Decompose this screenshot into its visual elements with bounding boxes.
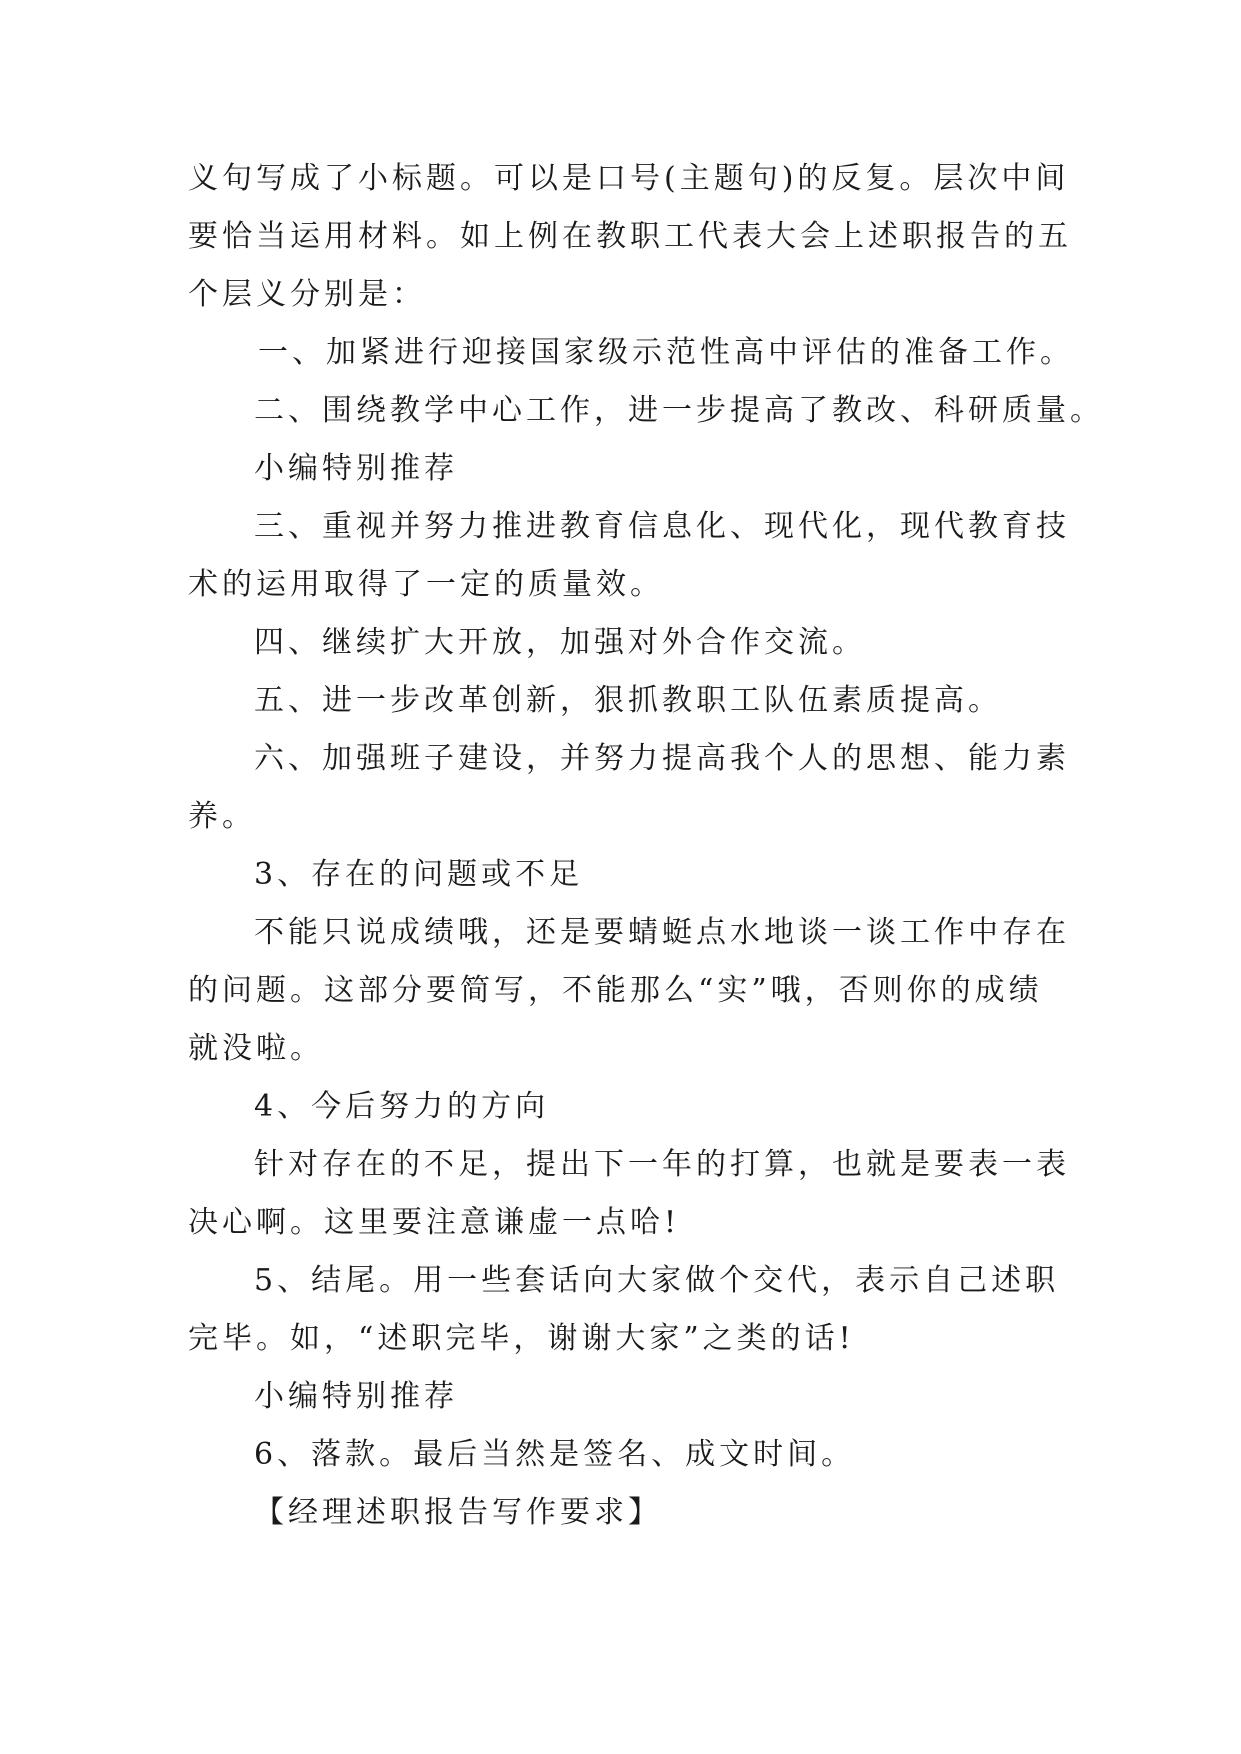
paragraph-line: 针对存在的不足，提出下一年的打算，也就是要表一表 <box>254 1147 1070 1182</box>
list-item-3: 三、重视并努力推进教育信息化、现代化，现代教育技 <box>254 509 1070 544</box>
bracket-heading: 【经理述职报告写作要求】 <box>254 1495 662 1530</box>
section-heading: 4、今后努力的方向 <box>254 1089 550 1124</box>
paragraph-line: 养。 <box>188 799 256 834</box>
paragraph-line: 决心啊。这里要注意谦虚一点哈! <box>188 1205 681 1240</box>
recommend-link[interactable]: 小编特别推荐 <box>254 451 458 486</box>
list-item-6: 六、加强班子建设，并努力提高我个人的思想、能力素 <box>254 741 1070 776</box>
document-body <box>188 150 1104 1542</box>
recommend-link[interactable]: 小编特别推荐 <box>254 1379 458 1414</box>
paragraph-line: 义句写成了小标题。可以是口号(主题句)的反复。层次中间 <box>188 161 1070 196</box>
section-heading: 6、落款。最后当然是签名、成文时间。 <box>254 1437 856 1472</box>
paragraph-line: 术的运用取得了一定的质量效。 <box>188 567 664 602</box>
paragraph-line: 要恰当运用材料。如上例在教职工代表大会上述职报告的五 <box>188 219 1072 254</box>
paragraph-line: 不能只说成绩哦，还是要蜻蜓点水地谈一谈工作中存在 <box>254 915 1070 950</box>
paragraph-line: 就没啦。 <box>188 1031 324 1066</box>
list-item-4: 四、继续扩大开放，加强对外合作交流。 <box>254 625 866 660</box>
section-heading: 3、存在的问题或不足 <box>254 857 584 892</box>
list-item-5: 五、进一步改革创新，狠抓教职工队伍素质提高。 <box>254 683 1002 718</box>
paragraph-line: 个层义分别是： <box>188 277 426 312</box>
list-item-2: 二、围绕教学中心工作，进一步提高了教改、科研质量。 <box>254 393 1104 428</box>
paragraph-line: 的问题。这部分要简写，不能那么“实”哦，否则你的成绩 <box>188 973 1043 1008</box>
list-item-1: 一、加紧进行迎接国家级示范性高中评估的准备工作。 <box>258 335 1074 370</box>
paragraph-line: 完毕。如，“述职完毕，谢谢大家”之类的话! <box>188 1321 855 1356</box>
section-heading: 5、结尾。用一些套话向大家做个交代，表示自己述职 <box>254 1263 1060 1298</box>
